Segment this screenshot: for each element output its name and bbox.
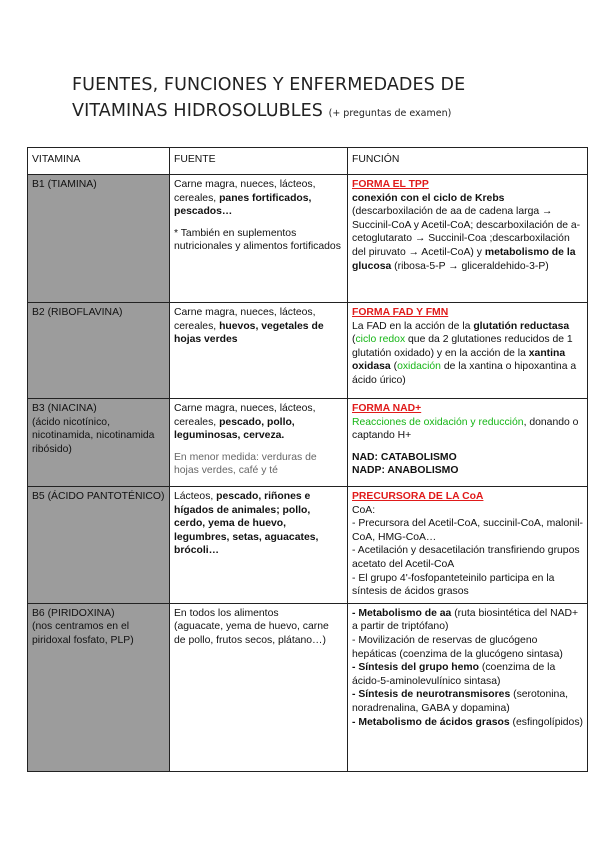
- function-b6-item-bold: - Metabolismo de ácidos grasos: [352, 716, 510, 728]
- table-row-b6: [28, 603, 588, 771]
- source-b3-gray: En menor medida: verduras de hojas verdes, café y té: [174, 451, 317, 477]
- function-b6-item-text: (esfingolípidos): [509, 716, 583, 728]
- function-b1: [348, 175, 588, 303]
- function-b2: [348, 303, 588, 399]
- function-b5-line: - Precursora del Acetil-CoA, succinil-CoA, malonil-CoA, HMG-CoA…: [352, 518, 583, 543]
- function-b5-heading: PRECURSORA DE LA CoA: [352, 491, 484, 502]
- function-b6-item-text: (serotonina, noradrenalina, GABA y dopamina): [352, 689, 568, 714]
- function-b6-item: [352, 661, 583, 688]
- vitamin-b6: B6 (PIRIDOXINA) (nos centramos en el piridoxal fosfato, PLP): [28, 603, 170, 771]
- title-note: (+ preguntas de examen): [328, 108, 452, 119]
- table-row-b1: [28, 175, 588, 303]
- source-b1-plain: Carne magra, nueces, lácteos, cereales,: [174, 179, 316, 204]
- function-b5-line: - Acetilación y desacetilación transfiriendo grupos acetato del Acetil-CoA: [352, 545, 580, 570]
- function-b6-item-text: (coenzima de la ácido-5-aminolevulínico sintasa): [352, 662, 556, 687]
- source-b2-bold: huevos, vegetales de hojas verdes: [174, 320, 324, 346]
- title-line-1: FUENTES, FUNCIONES Y ENFERMEDADES DE: [72, 75, 466, 95]
- header-funcion: FUNCIÓN: [348, 148, 588, 175]
- vitamin-b5: B5 (ÁCIDO PANTOTÉNICO): [28, 487, 170, 604]
- function-b2-text: que da 2 glutationes reducidos de 1 glutatión oxidado) y en la acción de la: [352, 334, 573, 359]
- function-b3-anabolism: NADP: ANABOLISMO: [352, 465, 459, 477]
- function-b6-item-bold: - Síntesis del grupo hemo: [352, 662, 480, 674]
- function-b2-bold: xantina oxidasa: [352, 347, 566, 373]
- title-line-2-text: VITAMINAS HIDROSOLUBLES: [72, 101, 323, 121]
- function-b6-item: [352, 688, 583, 715]
- source-b1-bold: panes fortificados, pescados…: [174, 192, 312, 218]
- function-b5: [348, 487, 588, 604]
- vitamin-b1: B1 (TIAMINA): [28, 175, 170, 303]
- source-b3: [170, 399, 348, 487]
- source-b3-plain: Carne magra, nueces, lácteos, cereales,: [174, 403, 316, 428]
- function-b2-bold: glutatión reductasa: [473, 320, 570, 332]
- function-b3-green: Reacciones de oxidación y reducción: [352, 416, 524, 428]
- function-b6-item-text: (ruta biosintética del NAD+ a partir de triptófano): [352, 607, 579, 633]
- function-b1-heading: FORMA EL TPP: [352, 179, 429, 190]
- function-b3-text: , donando o captando H+: [352, 416, 579, 442]
- function-b6: [348, 603, 588, 771]
- function-b2-text: La FAD en la acción de la: [352, 320, 474, 332]
- table-row-b2: [28, 303, 588, 399]
- title-line-2: [72, 98, 542, 127]
- function-b6-item: [352, 634, 583, 661]
- function-b2-heading: FORMA FAD Y FMN: [352, 307, 449, 318]
- function-b1-bold2: metabolismo de la glucosa: [352, 246, 576, 272]
- vitamins-table: [27, 147, 588, 772]
- source-b5-bold: pescado, riñones e hígados de animales; pollo, cerdo, yema de huevo, legumbres, setas, aguacates, brócoli…: [174, 491, 319, 557]
- source-b3-bold: pescado, pollo, leguminosas, cerveza.: [174, 416, 295, 442]
- source-b2-plain: Carne magra, nueces, lácteos, cereales,: [174, 307, 316, 332]
- function-b5-line: CoA:: [352, 504, 376, 516]
- document-title: [72, 72, 542, 127]
- function-b2-green: oxidación: [397, 361, 441, 373]
- source-b5-plain: Lácteos,: [174, 491, 217, 502]
- function-b3: [348, 399, 588, 487]
- source-b2: [170, 303, 348, 399]
- function-b3-catabolism: NAD: CATABOLISMO: [352, 451, 457, 463]
- vitamin-b2: B2 (RIBOFLAVINA): [28, 303, 170, 399]
- function-b2-green: ciclo redox: [355, 334, 406, 346]
- table-row-b3: [28, 399, 588, 487]
- source-b6: En todos los alimentos (aguacate, yema de huevo, carne de pollo, frutos secos, plátano…): [170, 603, 348, 771]
- function-b1-bold1: conexión con el ciclo de Krebs: [352, 192, 505, 204]
- function-b6-item: [352, 716, 583, 730]
- function-b6-item-bold: - Metabolismo de aa: [352, 607, 452, 619]
- function-b6-item-bold: - Síntesis de neurotransmisores: [352, 689, 511, 701]
- table-header-row: [28, 148, 588, 175]
- header-vitamina: VITAMINA: [28, 148, 170, 175]
- function-b1-text1: (descarboxilación de aa de cadena larga → Succinil-CoA y Acetil-CoA; descarboxilación de a-cetoglutarato → Succinil-Coa ;descarboxilación del piruvato → Acetil-CoA) y: [352, 206, 581, 258]
- source-b1-note: * También en suplementos nutricionales y alimentos fortificados: [174, 227, 341, 253]
- function-b1-text2: (ribosa-5-P → gliceraldehido-3-P): [391, 260, 549, 272]
- function-b6-item-text: - Movilización de reservas de glucógeno hepáticas (coenzima de la glucógeno sintasa): [352, 634, 563, 660]
- function-b6-item: [352, 607, 583, 634]
- table-row-b5: [28, 487, 588, 604]
- source-b1: [170, 175, 348, 303]
- function-b2-text: (: [390, 361, 398, 373]
- function-b2-text: (: [352, 334, 356, 346]
- function-b5-line: - El grupo 4'-fosfopanteteinilo participa en la síntesis de ácidos grasos: [352, 572, 555, 598]
- vitamin-b3: B3 (NIACINA) (ácido nicotínico, nicotinamida, nicotinamida ribósido): [28, 399, 170, 487]
- function-b2-text: de la xantina o hipoxantina a ácido úrico): [352, 361, 577, 386]
- function-b3-heading: FORMA NAD+: [352, 403, 422, 414]
- header-fuente: FUENTE: [170, 148, 348, 175]
- source-b5: [170, 487, 348, 604]
